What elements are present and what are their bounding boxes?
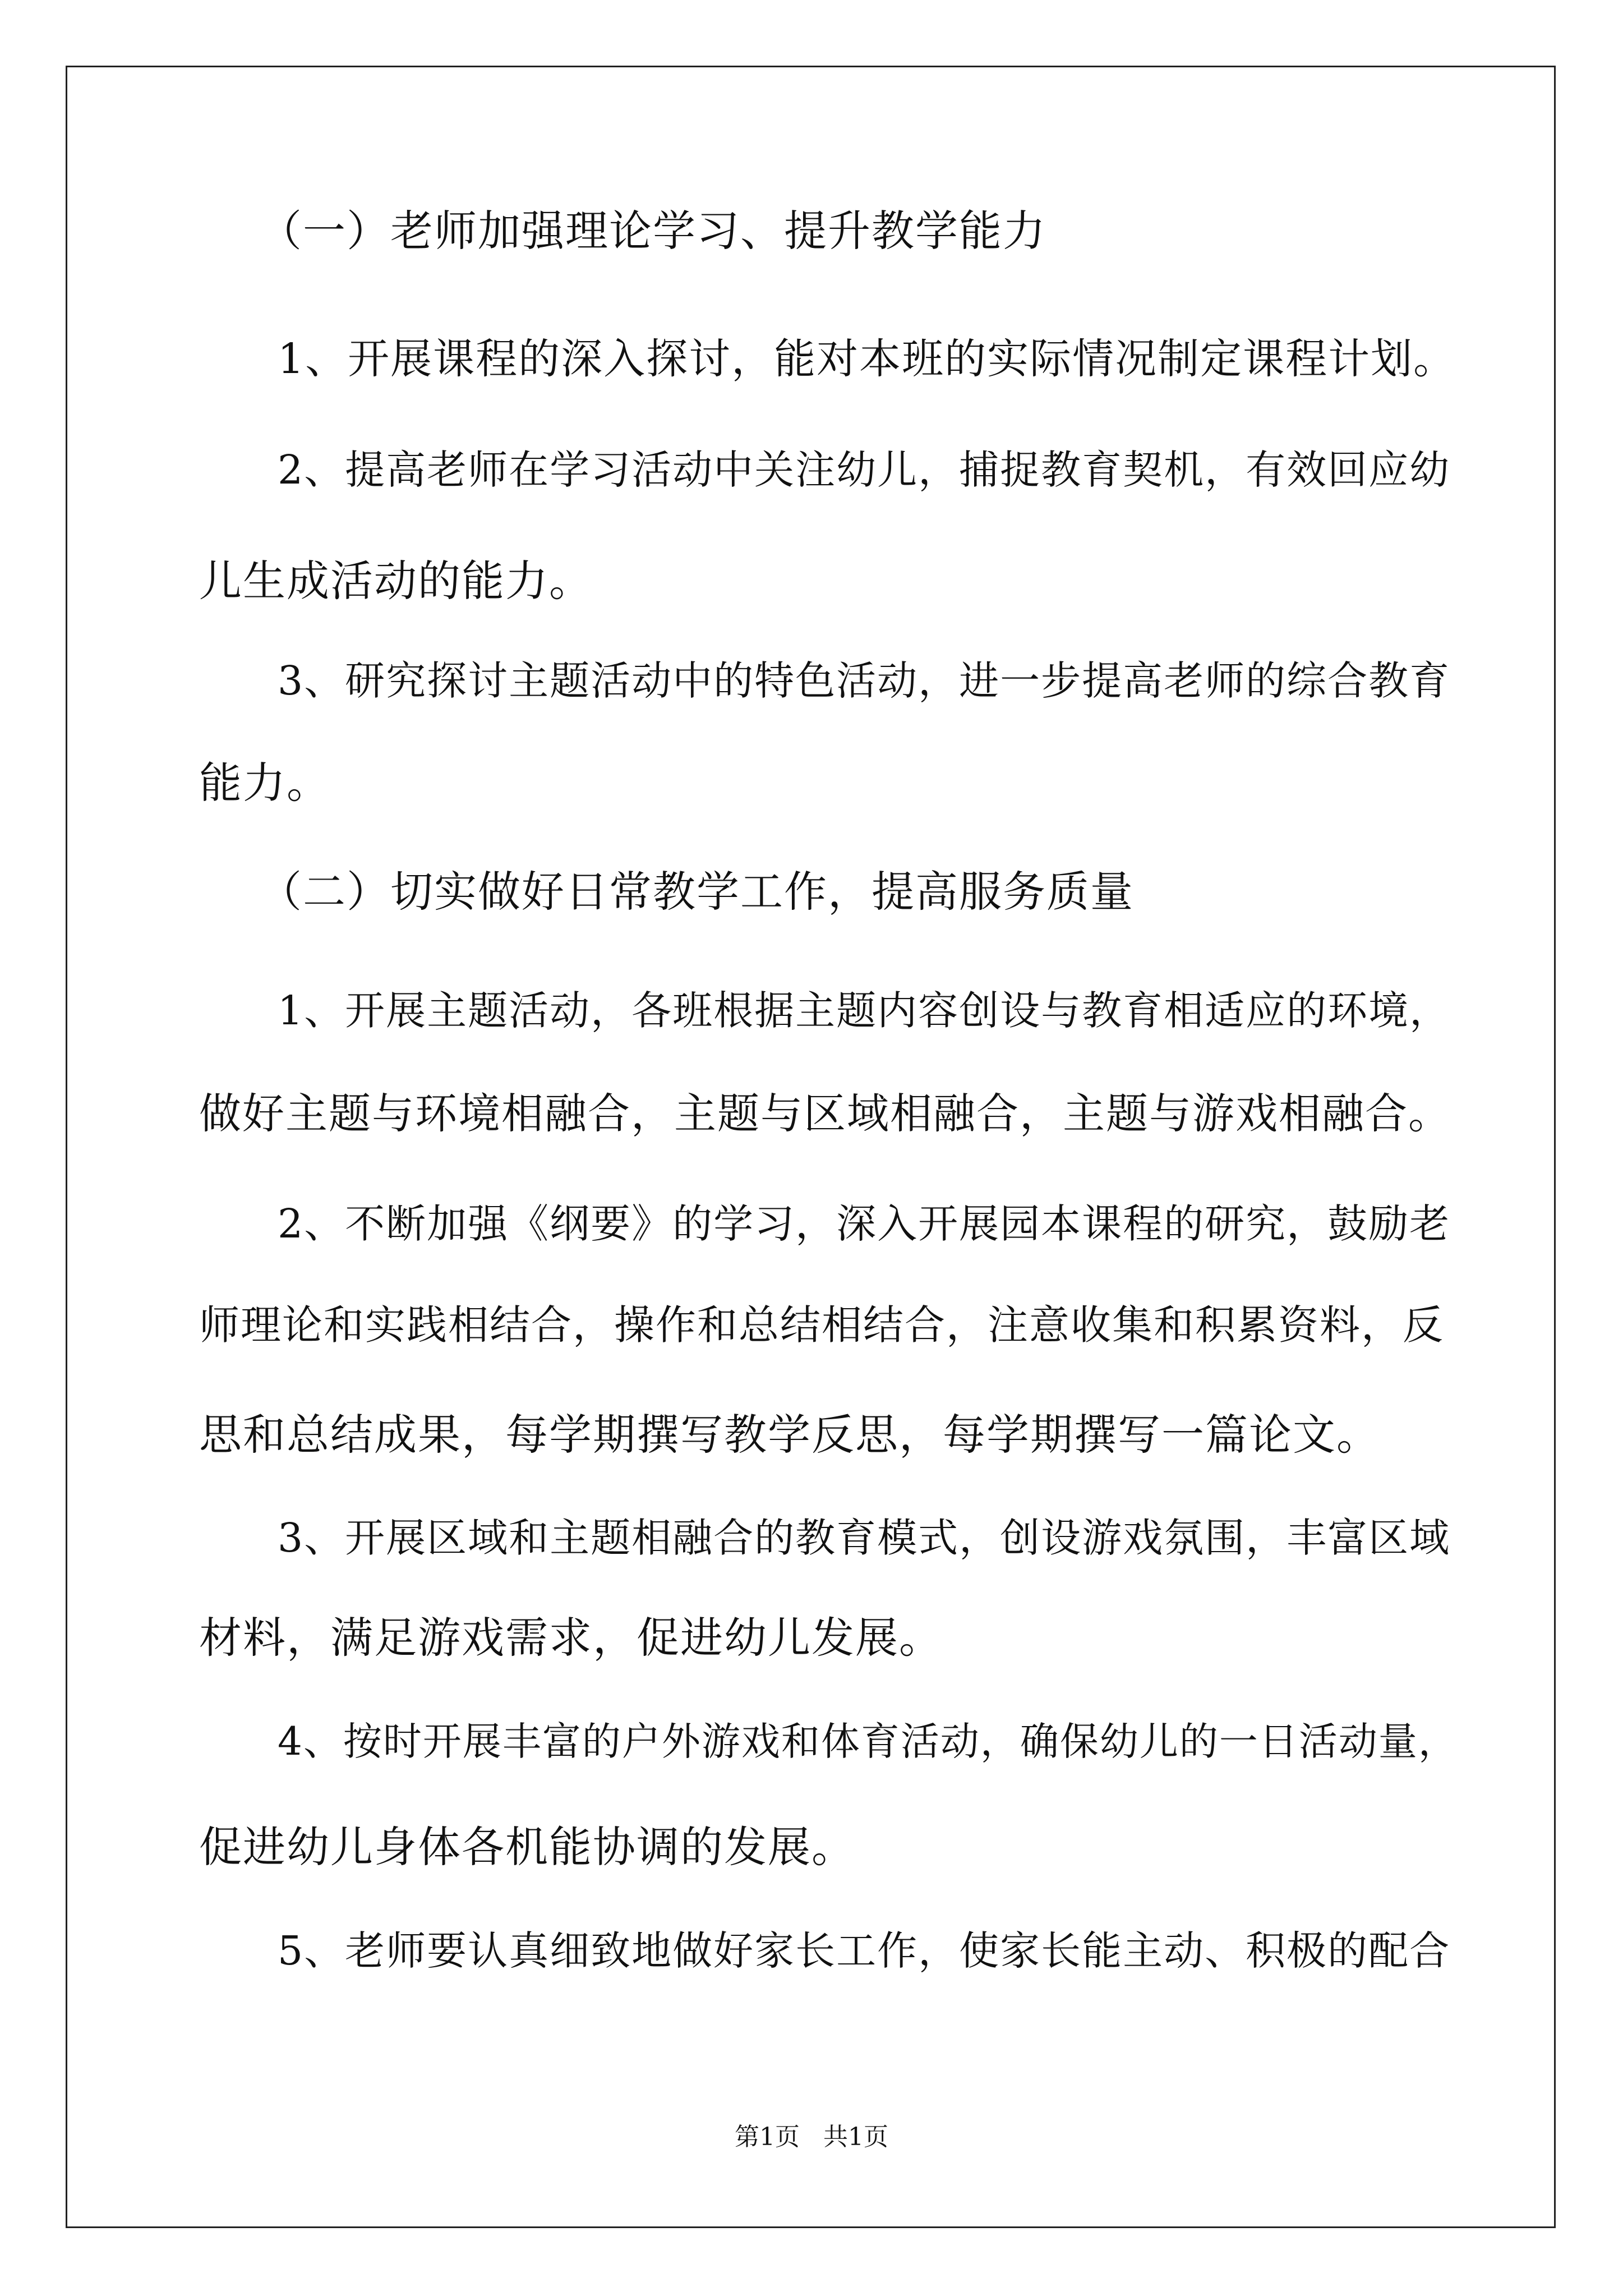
paragraph-line: 3、研究探讨主题活动中的特色活动，进一步提高老师的综合教育 xyxy=(278,657,1451,704)
section-heading-1: （一）老师加强理论学习、提升教学能力 xyxy=(259,206,1046,256)
paragraph-line: 4、按时开展丰富的户外游戏和体育活动，确保幼儿的一日活动量， xyxy=(278,1719,1458,1764)
paragraph-line: 5、老师要认真细致地做好家长工作，使家长能主动、积极的配合 xyxy=(278,1927,1451,1974)
paragraph-line: 材料，满足游戏需求，促进幼儿发展。 xyxy=(199,1613,943,1663)
paragraph-line: 1、开展主题活动，各班根据主题内容创设与教育相适应的环境， xyxy=(278,987,1451,1034)
paragraph-line: 儿生成活动的能力。 xyxy=(199,556,593,606)
paragraph-line: 2、提高老师在学习活动中关注幼儿，捕捉教育契机，有效回应幼 xyxy=(278,447,1451,493)
paragraph-line: 3、开展区域和主题相融合的教育模式，创设游戏氛围，丰富区域 xyxy=(278,1515,1451,1561)
paragraph-line: 促进幼儿身体各机能协调的发展。 xyxy=(199,1822,855,1872)
page-border xyxy=(66,66,1556,2228)
paragraph-line: 师理论和实践相结合，操作和总结相结合，注意收集和积累资料，反 xyxy=(199,1301,1445,1349)
paragraph-line: 2、不断加强《纲要》的学习，深入开展园本课程的研究，鼓励老 xyxy=(278,1200,1451,1247)
paragraph-line: 做好主题与环境相融合，主题与区域相融合，主题与游戏相融合。 xyxy=(199,1089,1452,1138)
paragraph-line: 1、开展课程的深入探讨，能对本班的实际情况制定课程计划。 xyxy=(278,335,1456,383)
page-number: 第1页 共1页 xyxy=(735,2123,888,2151)
paragraph-line: 能力。 xyxy=(199,758,330,808)
section-heading-2: （二）切实做好日常教学工作，提高服务质量 xyxy=(259,867,1134,917)
paragraph-line: 思和总结成果，每学期撰写教学反思，每学期撰写一篇论文。 xyxy=(199,1410,1380,1460)
